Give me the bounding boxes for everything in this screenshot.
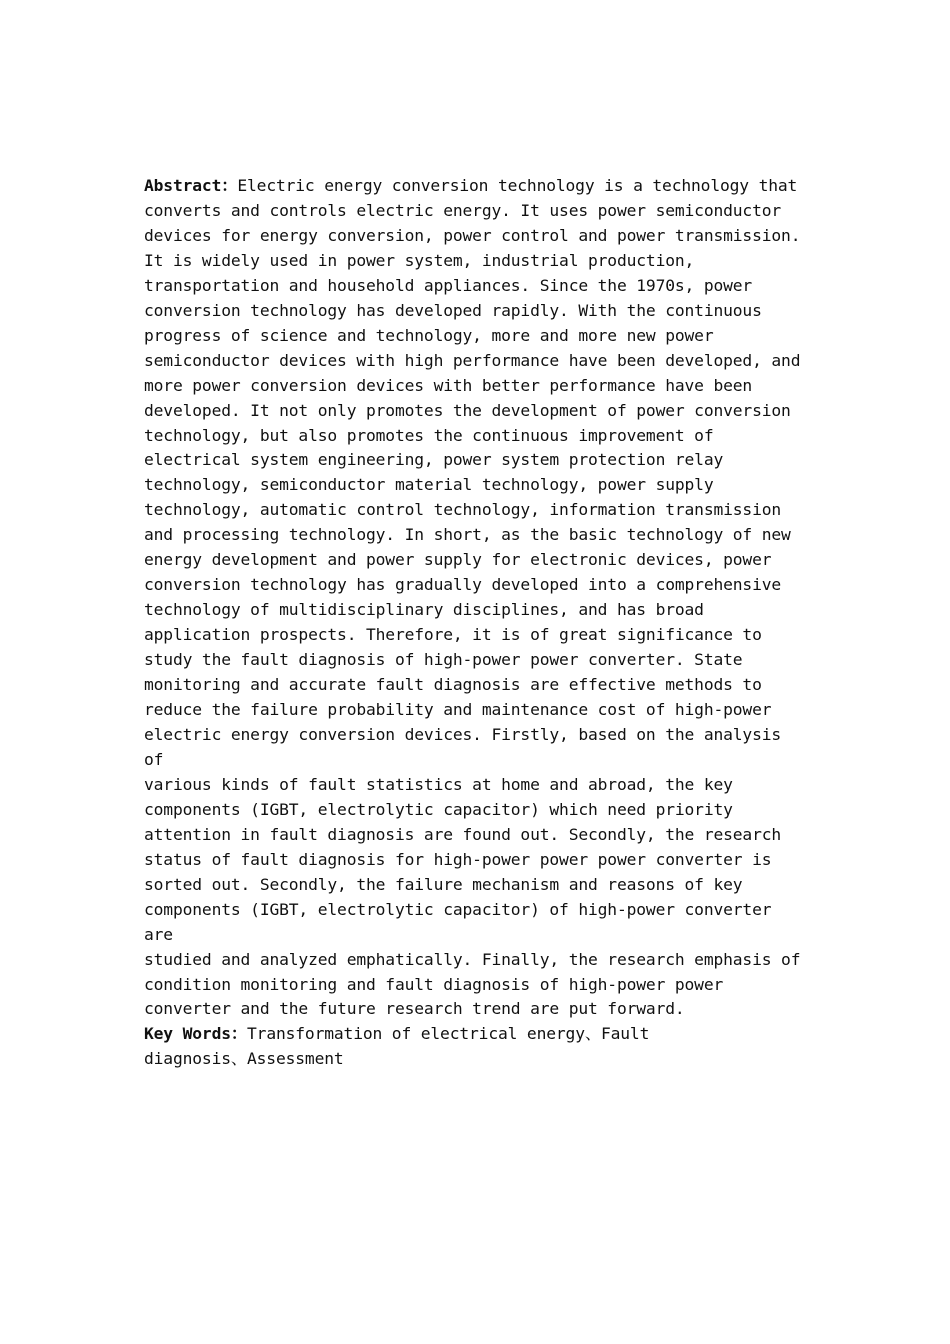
keywords-text: Transformation of electrical energy、Fault diagnosis、Assessment <box>144 1024 650 1069</box>
abstract-section <box>144 174 809 1072</box>
keywords-label: Key Words： <box>144 1024 248 1044</box>
abstract-paragraph <box>144 174 809 1022</box>
keywords-paragraph <box>144 1022 809 1072</box>
abstract-label: Abstract： <box>144 176 238 195</box>
abstract-text: Electric energy conversion technology is a technology that converts and controls electric energy. It uses power semiconductor devices for energy conversion, power control and power transmission. It is widely used in power system, industrial production, transportation and household appliances. Since the 1970s, power conversion technology has developed rapidly. With the continuous progress of science and technology, more and more new power semiconductor devices with high performance have been developed, and more power conversion devices with better performance have been developed. It not only promotes the development of power conversion technology, but also promotes the continuous improvement of electrical system engineering, power system protection relay technology, semiconductor material technology, power supply technology, automatic control technology, information transmission and processing technology. In short, as the basic technology of new energy development and power supply for electronic devices, power conversion technology has gradually developed into a comprehensive technology of multidisciplinary disciplines, and has broad application prospects. Therefore, it is of great significance to study the fault diagnosis of high-power power converter. State monitoring and accurate fault diagnosis are effective methods to reduce the failure probability and maintenance cost of high-power electric energy conversion devices. Firstly, based on the analysis of various kinds of fault statistics at home and abroad, the key components (IGBT, electrolytic capacitor) which need priority attention in fault diagnosis are found out. Secondly, the research status of fault diagnosis for high-power power power converter is sorted out. Secondly, the failure mechanism and reasons of key components (IGBT, electrolytic capacitor) of high-power converter are studied and analyzed emphatically. Finally, the research emphasis of condition monitoring and fault diagnosis of high-power power converter and the future research trend are put forward. <box>144 176 801 1019</box>
